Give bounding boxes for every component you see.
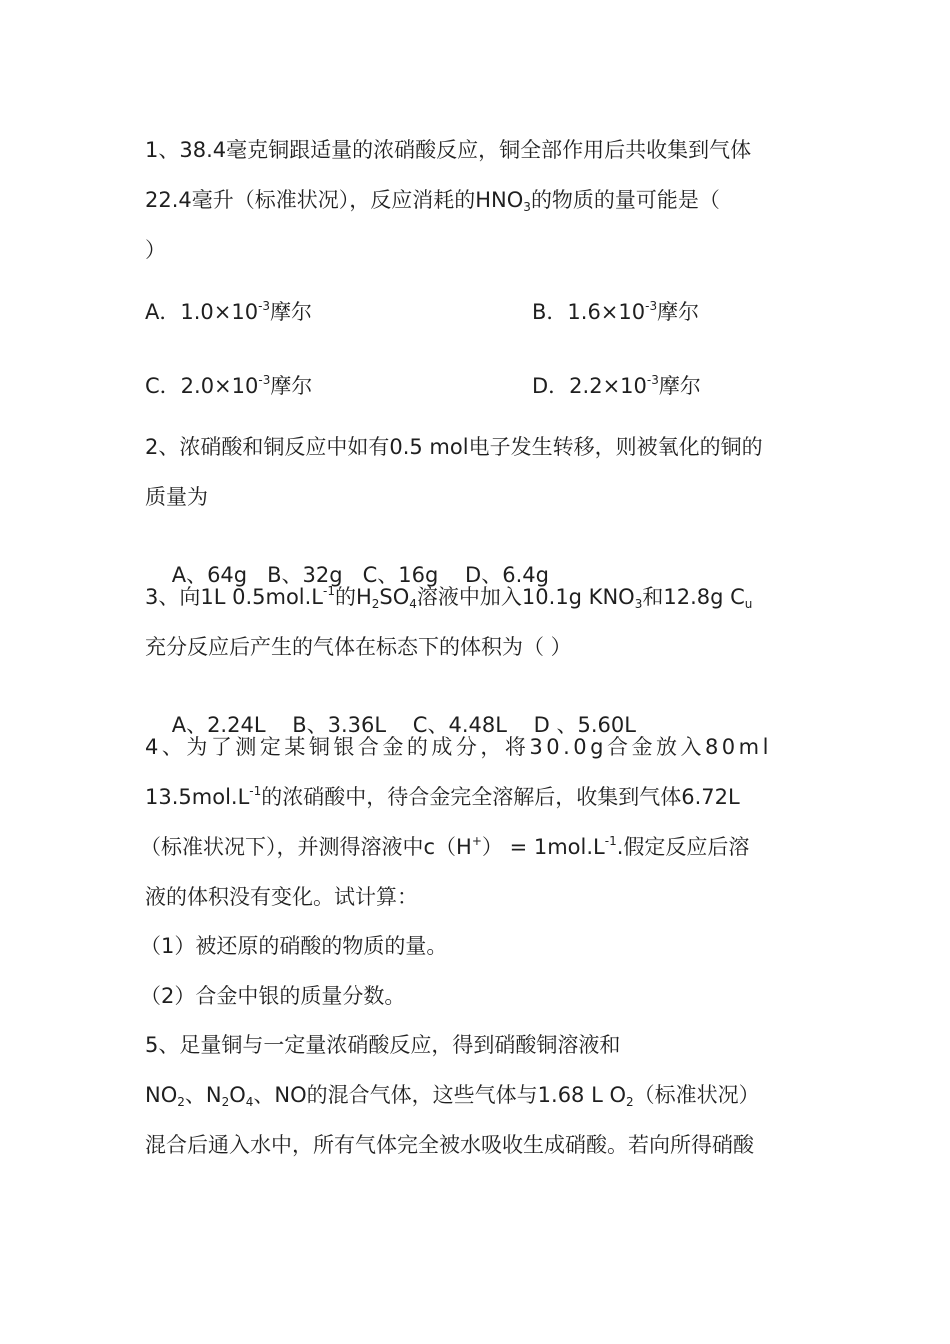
q1-line-2: 22.4毫升（标准状况），反应消耗的$HNO_3$的物质的量可能是（: [145, 188, 720, 214]
q5-line-1: 5、足量铜与一定量浓硝酸反应，得到硝酸铜溶液和: [145, 1033, 621, 1057]
q4-line-3: （标准状况下），并测得溶液中$c(H^+) = 1mol.L^{-1}$.假定反应后溶: [140, 834, 750, 859]
q2-line-1: 2、浓硝酸和铜反应中如有0.5 mol电子发生转移，则被氧化的铜的: [145, 435, 763, 459]
q5-line-3: 混合后通入水中，所有气体完全被水吸收生成硝酸。若向所得硝酸: [145, 1133, 754, 1157]
q3-line-2: 充分反应后产生的气体在标态下的体积为（ ）: [145, 635, 572, 659]
q1-option-a: A．$1.0\times 10^{-3}$摩尔: [145, 299, 313, 324]
q3-line-1: 3、向1L $0.5mol.L^{-1}$的$H_2SO_4$溶液中加入10.1g $KNO_3$和12.8g $C_u$: [145, 584, 753, 611]
q4-line-2: $13.5mol.L^{-1}$的浓硝酸中，待合金完全溶解后，收集到气体6.72L: [145, 784, 740, 809]
q1-option-b: B．$1.6\times 10^{-3}$摩尔: [532, 299, 700, 324]
q1-line-3: ）: [145, 238, 166, 262]
q4-line-1: 4、为了测定某铜银合金的成分，将30.0g合金放入80ml: [145, 735, 772, 759]
q1-option-c: C．$2.0\times 10^{-3}$摩尔: [145, 373, 313, 398]
q2-line-2: 质量为: [145, 485, 208, 509]
q5-line-2: $NO_2$、$N_2O_4$、NO的混合气体，这些气体与1.68 L $O_2$（标准状况）: [145, 1083, 760, 1109]
q4-subquestion-1: （1）被还原的硝酸的物质的量。: [140, 934, 448, 958]
q1-option-d: D．$2.2\times 10^{-3}$摩尔: [532, 373, 701, 398]
q4-line-4: 液的体积没有变化。试计算：: [145, 885, 418, 909]
q4-subquestion-2: （2）合金中银的质量分数。: [140, 984, 406, 1008]
q3-options: A、2.24L B、3.36L C、4.48L D 、5.60L: [171, 713, 636, 737]
q2-options: A、64g B、32g C、16g D、6.4g: [171, 563, 549, 587]
q1-line-1: 1、38.4毫克铜跟适量的浓硝酸反应，铜全部作用后共收集到气体: [145, 138, 752, 162]
